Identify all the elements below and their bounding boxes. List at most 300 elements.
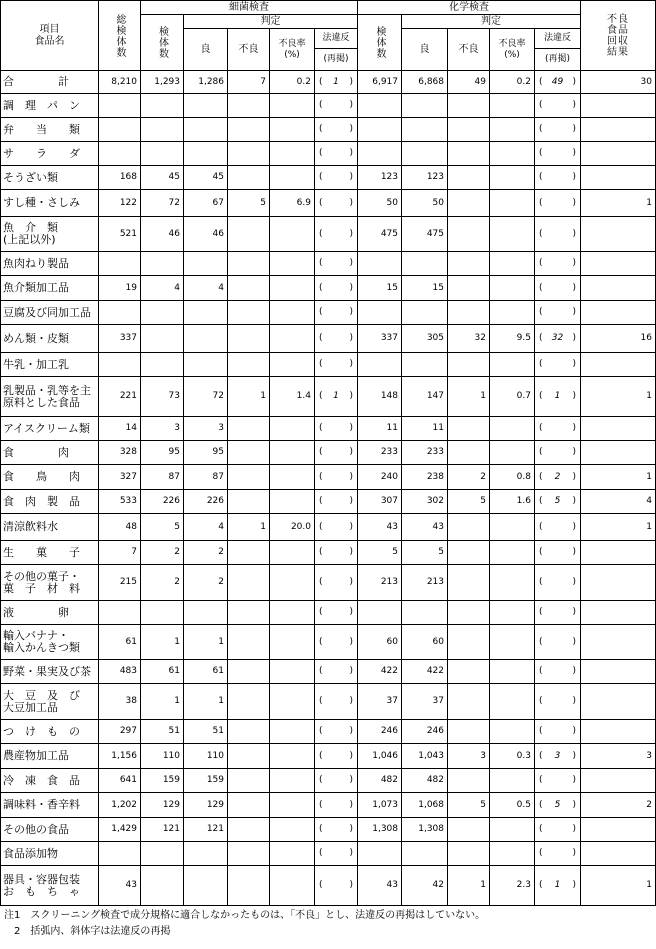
c-good-cell: 238 xyxy=(402,465,448,490)
recall-cell: 1 xyxy=(581,190,656,217)
b-bad-cell xyxy=(228,118,270,142)
b-n-cell xyxy=(141,252,184,276)
c-n-cell: 1,046 xyxy=(358,744,402,769)
b-bad-cell xyxy=(228,684,270,720)
c-n-cell: 233 xyxy=(358,441,402,465)
recall-cell xyxy=(581,417,656,441)
c-good-cell: 422 xyxy=(402,660,448,684)
b-n-cell: 95 xyxy=(141,441,184,465)
bact-violation-cell: ( ) xyxy=(315,252,358,276)
bact-violation-cell: ( ) xyxy=(315,441,358,465)
total-cell: 7 xyxy=(99,541,141,565)
violation-count: 1 xyxy=(333,391,339,401)
c-n-cell: 60 xyxy=(358,625,402,660)
c-bad-cell xyxy=(448,118,490,142)
b-bad-cell xyxy=(228,793,270,818)
table-row xyxy=(1,441,656,465)
table-row xyxy=(1,625,656,660)
c-bad-cell: 2 xyxy=(448,465,490,490)
table-row xyxy=(1,541,656,565)
c-bad-cell xyxy=(448,353,490,377)
b-n-cell: 129 xyxy=(141,793,184,818)
table-row xyxy=(1,325,656,353)
c-rate-cell: 0.7 xyxy=(490,377,535,417)
bacteria-test-header: 細菌検査 xyxy=(141,1,358,15)
c-bad-cell xyxy=(448,818,490,842)
food-name-cell xyxy=(1,142,99,166)
total-cell xyxy=(99,118,141,142)
food-name: 魚 介 類 xyxy=(3,221,58,234)
b-good-cell xyxy=(184,842,228,866)
b-n-cell xyxy=(141,142,184,166)
b-good-cell: 95 xyxy=(184,441,228,465)
b-rate-cell xyxy=(270,818,315,842)
food-label: 食品名 xyxy=(34,35,65,47)
chem-violation-cell: ( ) xyxy=(535,684,581,720)
c-n-cell: 475 xyxy=(358,217,402,252)
table-row xyxy=(1,793,656,818)
c-rate-cell xyxy=(490,514,535,541)
b-bad-cell xyxy=(228,276,270,301)
c-good-cell: 6,868 xyxy=(402,71,448,94)
b-n-cell xyxy=(141,325,184,353)
violation-count: 1 xyxy=(554,880,561,890)
b-good-cell: 72 xyxy=(184,377,228,417)
b-good-cell xyxy=(184,866,228,906)
b-n-cell: 1 xyxy=(141,625,184,660)
total-cell: 168 xyxy=(99,166,141,190)
recall-effect-header: 不良食品回収結果 xyxy=(581,1,656,71)
c-good-cell xyxy=(402,252,448,276)
b-good-cell xyxy=(184,142,228,166)
c-good-cell: 147 xyxy=(402,377,448,417)
b-good-cell: 46 xyxy=(184,217,228,252)
b-bad-cell xyxy=(228,166,270,190)
food-name-line2: 大豆加工品 xyxy=(3,700,58,714)
b-n-cell xyxy=(141,866,184,906)
table-row xyxy=(1,866,656,906)
b-bad-cell xyxy=(228,769,270,793)
c-bad-cell xyxy=(448,441,490,465)
b-n-cell: 46 xyxy=(141,217,184,252)
table-row xyxy=(1,142,656,166)
b-n-cell: 61 xyxy=(141,660,184,684)
c-bad-cell xyxy=(448,190,490,217)
c-n-cell: 307 xyxy=(358,490,402,514)
b-good-cell: 3 xyxy=(184,417,228,441)
chem-judgment-header: 判定 xyxy=(402,15,581,29)
b-rate-cell xyxy=(270,541,315,565)
b-good-cell: 226 xyxy=(184,490,228,514)
c-rate-cell xyxy=(490,601,535,625)
food-name-cell xyxy=(1,71,99,94)
b-good-cell: 67 xyxy=(184,190,228,217)
b-good-cell xyxy=(184,353,228,377)
chem-violation-cell: ( ) xyxy=(535,769,581,793)
b-good-cell: 87 xyxy=(184,465,228,490)
b-bad-cell xyxy=(228,866,270,906)
b-n-cell: 2 xyxy=(141,565,184,601)
total-cell xyxy=(99,94,141,118)
food-name-cell xyxy=(1,818,99,842)
c-good-cell: 213 xyxy=(402,565,448,601)
table-body xyxy=(1,71,656,906)
chem-violation-cell: ( ) xyxy=(535,818,581,842)
food-name-cell xyxy=(1,490,99,514)
b-n-cell: 121 xyxy=(141,818,184,842)
food-name: 乳製品・乳等を主 xyxy=(3,383,91,397)
food-name: すし種・さしみ xyxy=(3,196,80,209)
b-bad-cell xyxy=(228,217,270,252)
c-good-cell: 123 xyxy=(402,166,448,190)
table-row xyxy=(1,744,656,769)
violation-count: 3 xyxy=(554,750,561,761)
violation-count: 5 xyxy=(554,799,561,810)
b-bad-cell xyxy=(228,353,270,377)
violation-count: 5 xyxy=(554,496,561,506)
table-row xyxy=(1,684,656,720)
b-bad-cell: 5 xyxy=(228,190,270,217)
violation-count: 1 xyxy=(554,391,561,401)
total-cell: 641 xyxy=(99,769,141,793)
recall-cell xyxy=(581,842,656,866)
total-cell: 337 xyxy=(99,325,141,353)
b-n-cell xyxy=(141,94,184,118)
food-name-cell xyxy=(1,541,99,565)
chem-violation-cell: ( ) xyxy=(535,353,581,377)
total-cell: 1,429 xyxy=(99,818,141,842)
c-n-cell xyxy=(358,601,402,625)
c-n-cell: 43 xyxy=(358,866,402,906)
bact-bad-header: 不良 xyxy=(228,29,270,71)
b-bad-cell xyxy=(228,252,270,276)
b-rate-cell xyxy=(270,866,315,906)
b-rate-cell: 0.2 xyxy=(270,71,315,94)
food-name: 調 理 パ ン xyxy=(3,98,80,112)
item-food-header xyxy=(1,1,99,71)
chem-violation-cell: ( ) xyxy=(535,301,581,325)
c-bad-cell xyxy=(448,142,490,166)
total-cell: 215 xyxy=(99,565,141,601)
recall-cell: 30 xyxy=(581,71,656,94)
c-bad-cell: 5 xyxy=(448,490,490,514)
food-name-line2: 輸入かんきつ類 xyxy=(3,641,80,654)
chem-violation-cell: ( 1 ) xyxy=(535,866,581,906)
chem-violation-cell: ( 32 ) xyxy=(535,325,581,353)
c-good-cell: 37 xyxy=(402,684,448,720)
recall-cell xyxy=(581,441,656,465)
c-rate-cell xyxy=(490,441,535,465)
table-row xyxy=(1,818,656,842)
b-n-cell xyxy=(141,842,184,866)
chem-violation-cell: ( 2 ) xyxy=(535,465,581,490)
food-name-cell xyxy=(1,601,99,625)
c-good-cell: 1,308 xyxy=(402,818,448,842)
total-cell: 8,210 xyxy=(99,71,141,94)
b-good-cell xyxy=(184,301,228,325)
table-row xyxy=(1,417,656,441)
b-rate-cell xyxy=(270,720,315,744)
b-n-cell: 51 xyxy=(141,720,184,744)
chem-samples-header: 検体数 xyxy=(358,15,402,71)
recall-cell xyxy=(581,166,656,190)
b-good-cell: 45 xyxy=(184,166,228,190)
b-good-cell: 1 xyxy=(184,625,228,660)
bact-violation-cell: ( ) xyxy=(315,541,358,565)
bact-good-header: 良 xyxy=(184,29,228,71)
b-rate-cell xyxy=(270,625,315,660)
chem-violation-cell: ( 1 ) xyxy=(535,377,581,417)
c-n-cell: 482 xyxy=(358,769,402,793)
food-name-cell xyxy=(1,842,99,866)
food-name: その他の食品 xyxy=(3,822,69,836)
b-n-cell: 4 xyxy=(141,276,184,301)
c-good-cell: 5 xyxy=(402,541,448,565)
b-n-cell: 72 xyxy=(141,190,184,217)
c-n-cell: 422 xyxy=(358,660,402,684)
bact-violation-cell: ( ) xyxy=(315,601,358,625)
chem-violation-cell: ( ) xyxy=(535,142,581,166)
b-rate-cell xyxy=(270,166,315,190)
c-rate-cell xyxy=(490,565,535,601)
food-name: 牛乳・加工乳 xyxy=(3,357,69,371)
c-good-cell: 60 xyxy=(402,625,448,660)
recall-cell xyxy=(581,541,656,565)
b-bad-cell xyxy=(228,744,270,769)
table-row xyxy=(1,514,656,541)
bact-violation-cell: ( ) xyxy=(315,842,358,866)
footnote-1: 注1 スクリーニング検査で成分規格に適合しなかったものは、「不良」とし、法違反の再掲はしていない。 xyxy=(4,910,486,921)
chem-violation-cell: ( 49 ) xyxy=(535,71,581,94)
c-rate-cell xyxy=(490,190,535,217)
b-rate-cell xyxy=(270,94,315,118)
c-bad-cell xyxy=(448,842,490,866)
food-name-cell xyxy=(1,441,99,465)
chem-violation-cell: ( ) xyxy=(535,565,581,601)
food-name: 農産物加工品 xyxy=(3,749,69,762)
b-rate-cell: 1.4 xyxy=(270,377,315,417)
bact-violation-cell: ( ) xyxy=(315,565,358,601)
food-name-cell xyxy=(1,94,99,118)
food-name: アイスクリーム類 xyxy=(3,421,90,435)
bact-violation-cell: ( ) xyxy=(315,94,358,118)
chem-violation-cell: ( ) xyxy=(535,842,581,866)
total-cell: 61 xyxy=(99,625,141,660)
c-rate-cell xyxy=(490,818,535,842)
bact-violation-cell: ( ) xyxy=(315,866,358,906)
b-rate-cell xyxy=(270,793,315,818)
food-name: 食 肉 製 品 xyxy=(3,494,80,508)
food-name: 冷 凍 食 品 xyxy=(3,773,80,787)
table-row xyxy=(1,490,656,514)
c-n-cell: 1,073 xyxy=(358,793,402,818)
c-bad-cell xyxy=(448,541,490,565)
food-name: そうざい類 xyxy=(3,170,58,184)
b-bad-cell xyxy=(228,565,270,601)
b-good-cell: 2 xyxy=(184,565,228,601)
total-cell: 483 xyxy=(99,660,141,684)
c-good-cell xyxy=(402,142,448,166)
c-n-cell: 37 xyxy=(358,684,402,720)
recall-cell xyxy=(581,684,656,720)
table-row xyxy=(1,660,656,684)
c-rate-cell xyxy=(490,301,535,325)
c-bad-cell xyxy=(448,601,490,625)
c-n-cell: 43 xyxy=(358,514,402,541)
c-rate-cell: 0.2 xyxy=(490,71,535,94)
food-name-cell xyxy=(1,565,99,601)
food-name-line2: 原料とした食品 xyxy=(3,395,80,409)
c-n-cell xyxy=(358,301,402,325)
b-bad-cell xyxy=(228,325,270,353)
food-name-cell xyxy=(1,118,99,142)
food-name-cell xyxy=(1,793,99,818)
b-good-cell: 4 xyxy=(184,276,228,301)
bact-violation-cell: ( ) xyxy=(315,166,358,190)
b-rate-cell: 20.0 xyxy=(270,514,315,541)
c-n-cell xyxy=(358,842,402,866)
c-good-cell xyxy=(402,94,448,118)
b-bad-cell xyxy=(228,417,270,441)
bact-violation-cell: ( ) xyxy=(315,276,358,301)
b-good-cell: 61 xyxy=(184,660,228,684)
food-name-cell xyxy=(1,252,99,276)
recall-cell xyxy=(581,720,656,744)
food-name-cell xyxy=(1,377,99,417)
bact-violation-sub-header: (再掲) xyxy=(315,49,358,71)
c-bad-cell: 5 xyxy=(448,793,490,818)
food-name-cell xyxy=(1,625,99,660)
c-good-cell: 11 xyxy=(402,417,448,441)
table-row xyxy=(1,276,656,301)
c-bad-cell: 32 xyxy=(448,325,490,353)
food-name-cell xyxy=(1,190,99,217)
b-n-cell: 87 xyxy=(141,465,184,490)
c-good-cell: 50 xyxy=(402,190,448,217)
table-row xyxy=(1,565,656,601)
bact-violation-cell: ( ) xyxy=(315,818,358,842)
food-name: 魚肉ねり製品 xyxy=(3,256,69,270)
b-good-cell: 121 xyxy=(184,818,228,842)
food-name-cell xyxy=(1,514,99,541)
b-rate-cell xyxy=(270,142,315,166)
recall-cell: 16 xyxy=(581,325,656,353)
chem-violation-header: 法違反 xyxy=(535,29,581,49)
chem-violation-cell: ( ) xyxy=(535,720,581,744)
total-cell: 1,156 xyxy=(99,744,141,769)
c-bad-cell: 3 xyxy=(448,744,490,769)
b-rate-cell xyxy=(270,301,315,325)
c-n-cell: 15 xyxy=(358,276,402,301)
food-name-cell xyxy=(1,720,99,744)
recall-cell xyxy=(581,217,656,252)
b-n-cell: 5 xyxy=(141,514,184,541)
bact-violation-cell: ( ) xyxy=(315,769,358,793)
total-cell: 43 xyxy=(99,866,141,906)
food-name: 清涼飲料水 xyxy=(3,520,58,533)
c-bad-cell: 1 xyxy=(448,377,490,417)
bact-violation-cell: ( ) xyxy=(315,142,358,166)
b-n-cell xyxy=(141,601,184,625)
food-name-line2: お も ち ゃ xyxy=(3,884,80,898)
total-cell: 38 xyxy=(99,684,141,720)
c-rate-cell: 0.5 xyxy=(490,793,535,818)
total-cell: 1,202 xyxy=(99,793,141,818)
b-rate-cell xyxy=(270,325,315,353)
b-n-cell: 159 xyxy=(141,769,184,793)
food-name: 大 豆 及 び xyxy=(3,688,80,702)
recall-cell xyxy=(581,118,656,142)
recall-cell xyxy=(581,301,656,325)
violation-count: 2 xyxy=(554,471,561,482)
bact-violation-cell: ( ) xyxy=(315,684,358,720)
b-bad-cell xyxy=(228,541,270,565)
total-cell: 327 xyxy=(99,465,141,490)
total-samples-header: 総検体数 xyxy=(99,1,141,71)
violation-count: 1 xyxy=(333,76,339,87)
total-cell: 521 xyxy=(99,217,141,252)
b-rate-cell xyxy=(270,842,315,866)
bact-violation-header: 法違反 xyxy=(315,29,358,49)
chem-violation-cell: ( ) xyxy=(535,541,581,565)
c-rate-cell: 1.6 xyxy=(490,490,535,514)
bact-violation-cell: ( ) xyxy=(315,190,358,217)
bact-violation-cell: ( 1 ) xyxy=(315,377,358,417)
b-rate-cell xyxy=(270,744,315,769)
table-row xyxy=(1,190,656,217)
c-n-cell: 246 xyxy=(358,720,402,744)
c-bad-cell xyxy=(448,514,490,541)
bact-violation-cell: ( ) xyxy=(315,217,358,252)
b-rate-cell xyxy=(270,441,315,465)
recall-cell: 1 xyxy=(581,514,656,541)
c-bad-cell: 1 xyxy=(448,866,490,906)
b-rate-cell xyxy=(270,769,315,793)
table-row xyxy=(1,720,656,744)
c-good-cell: 482 xyxy=(402,769,448,793)
food-name: 野菜・果実及び茶 xyxy=(3,664,91,678)
b-rate-cell xyxy=(270,353,315,377)
c-bad-cell xyxy=(448,301,490,325)
food-name: 液 卵 xyxy=(3,605,69,619)
b-rate-cell xyxy=(270,252,315,276)
bact-violation-cell: ( ) xyxy=(315,353,358,377)
b-bad-cell: 7 xyxy=(228,71,270,94)
chem-violation-cell: ( ) xyxy=(535,118,581,142)
c-good-cell: 1,068 xyxy=(402,793,448,818)
table-row xyxy=(1,118,656,142)
food-name: 器具・容器包装 xyxy=(3,872,80,886)
total-cell: 122 xyxy=(99,190,141,217)
footnote-2: 2 括弧内、斜体字は法違反の再掲 xyxy=(4,926,171,937)
b-bad-cell xyxy=(228,720,270,744)
b-bad-cell xyxy=(228,842,270,866)
bact-samples-header: 検体数 xyxy=(141,15,184,71)
b-bad-cell xyxy=(228,441,270,465)
chem-violation-cell: ( ) xyxy=(535,417,581,441)
b-good-cell xyxy=(184,94,228,118)
c-n-cell: 213 xyxy=(358,565,402,601)
b-n-cell: 226 xyxy=(141,490,184,514)
food-name-cell xyxy=(1,465,99,490)
c-n-cell: 123 xyxy=(358,166,402,190)
bact-violation-cell: ( ) xyxy=(315,793,358,818)
b-n-cell: 1 xyxy=(141,684,184,720)
c-bad-cell xyxy=(448,625,490,660)
table-row xyxy=(1,252,656,276)
chem-violation-cell: ( ) xyxy=(535,441,581,465)
b-n-cell: 45 xyxy=(141,166,184,190)
